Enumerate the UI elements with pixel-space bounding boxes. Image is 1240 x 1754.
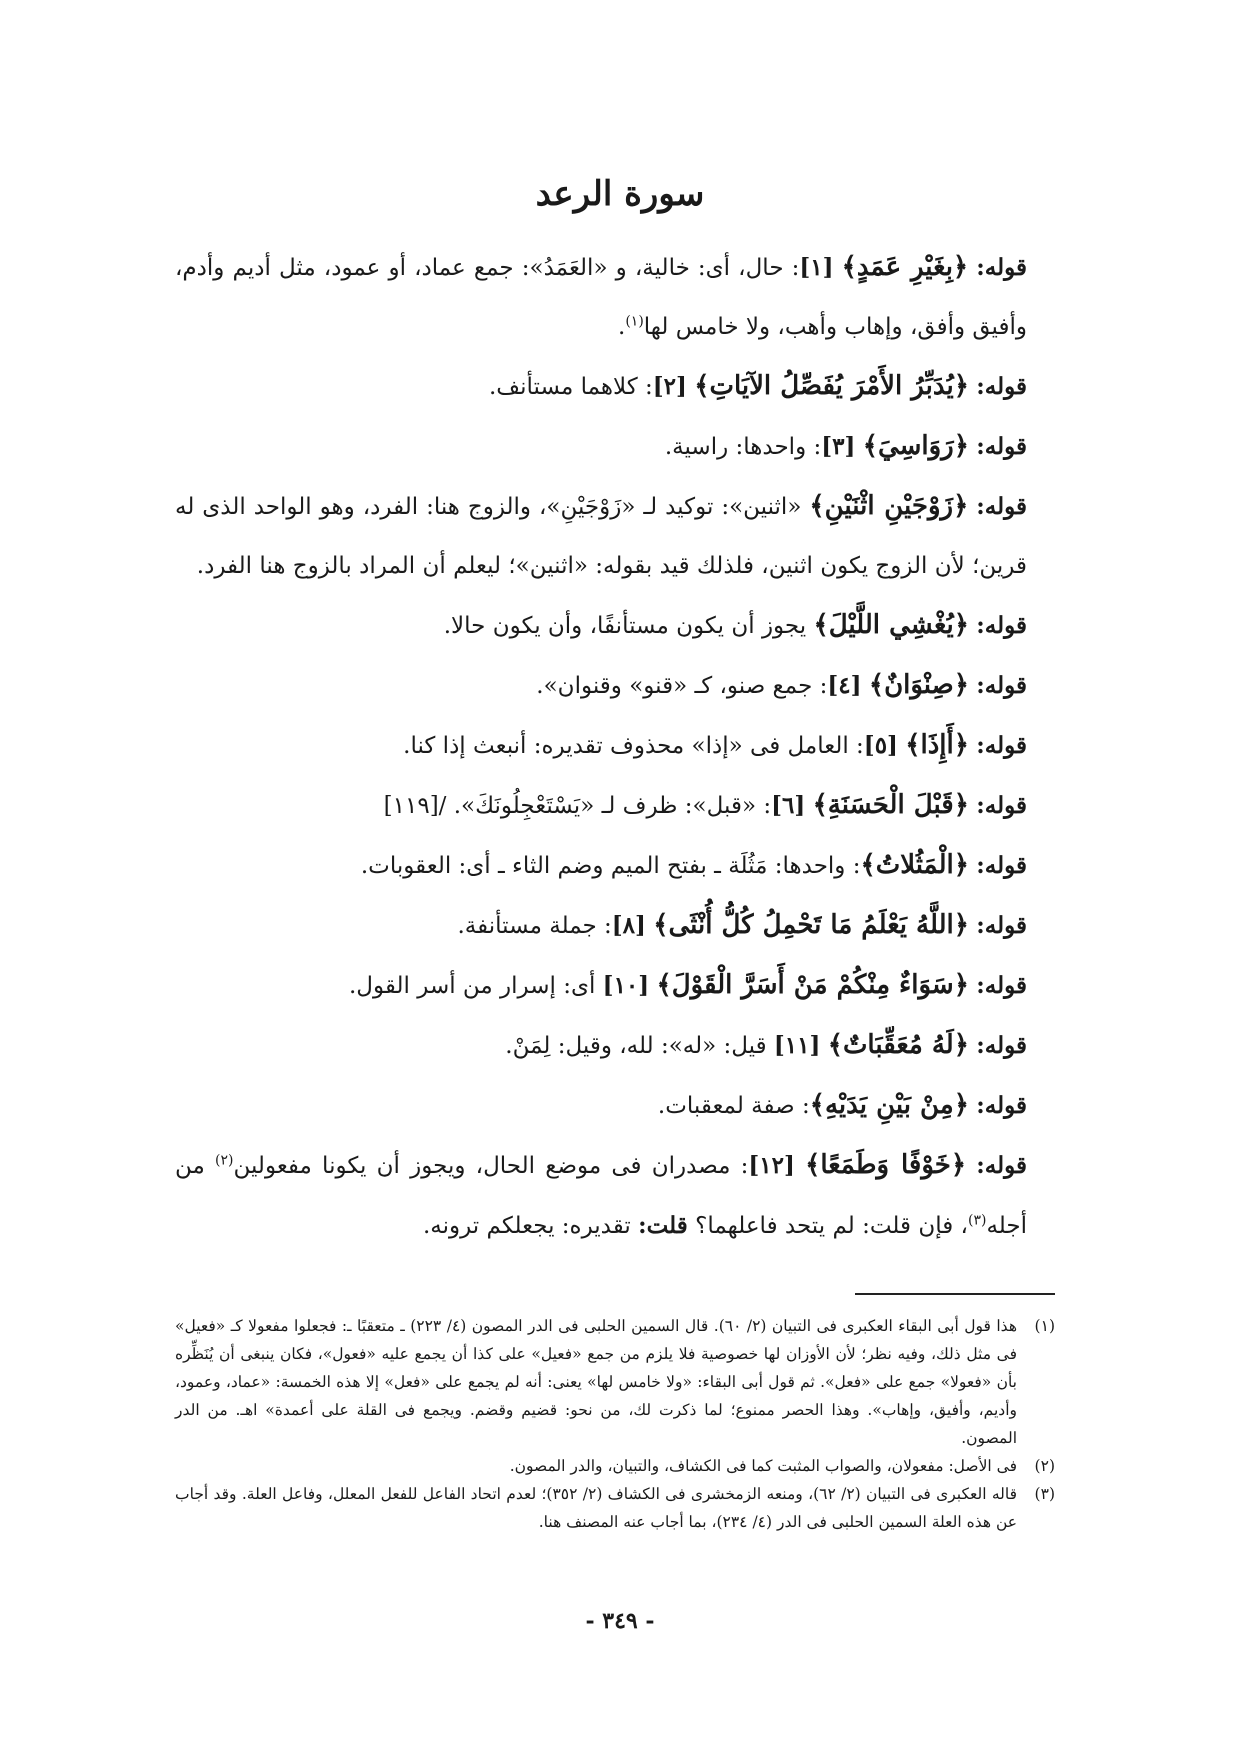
entry-label: قوله: xyxy=(976,433,1027,460)
entry-paragraph xyxy=(175,1076,1055,1136)
quran-quote: ﴿صِنْوَانٌ﴾ xyxy=(868,670,969,700)
entry-text: : مصدران فى موضع الحال، ويجوز أن يكونا مفعولين xyxy=(233,1153,749,1179)
quran-quote: ﴿رَوَاسِيَ﴾ xyxy=(862,431,969,461)
quran-quote: ﴿لَهُ مُعَقِّبَاتٌ﴾ xyxy=(827,1030,969,1060)
entry-text: : واحدها: راسية. xyxy=(664,434,822,460)
entry-text: من أجله xyxy=(175,1153,1027,1239)
quran-quote: ﴿قَبْلَ الْحَسَنَةِ﴾ xyxy=(812,790,969,820)
entry-label: قوله: xyxy=(976,493,1027,520)
verse-number: [١] xyxy=(799,254,834,281)
entry-paragraph xyxy=(175,1136,1055,1256)
entry-label: قوله: xyxy=(976,792,1027,819)
footnote-number: (٢) xyxy=(1034,1457,1055,1475)
verse-number: [١٢] xyxy=(748,1152,795,1179)
footnote-ref: (٣) xyxy=(967,1212,987,1229)
entry-text: تقديره: يجعلكم ترونه. xyxy=(422,1213,631,1239)
quran-quote: ﴿خَوْفًا وَطَمَعًا﴾ xyxy=(805,1150,967,1180)
entry-label: قوله: xyxy=(976,612,1027,639)
entry-label: قوله: xyxy=(976,672,1027,699)
quran-quote: ﴿أَإِذَا﴾ xyxy=(905,730,969,760)
footnote-text: هذا قول أبى البقاء العكبرى فى التبيان (٢/ ٦٠). قال السمين الحلبى فى الدر المصون (٤/ ٢٢٣) ـ متعقبًا ـ: فجعلوا مفعولا كـ «فعيل» فى مثل ذلك، وفيه نظر؛ لأن الأوزان لها خصوصية فلا يلزم من جمع «فعيل» على كذا أن يجمع عليه «فعول»، فكان ينبغى أن يُنَظِّره بأن «فعولا» جمع على «فعل». ثم قول أبى البقاء: «ولا خامس لها» يعنى: أنه لم يجمع على «فعل» إلا هذه الخمسة: «عماد، وعمود، وأديم، وأفيق، وإهاب». وهذا الحصر ممنوع؛ لما ذكرت لك، من نحو: قضيم وقضم. ويجمع فى القلة على أعمدة» اهـ. من الدر المصون. xyxy=(175,1317,1017,1447)
verse-number: [٤] xyxy=(827,672,862,699)
entry-label: قوله: xyxy=(976,1152,1027,1179)
entry-paragraph xyxy=(175,836,1055,896)
entry-text: : حال، أى: خالية، و «العَمَدُ»: جمع عماد، أو عمود، مثل أديم وأدم، وأفيق وأفق، وإهاب وأهب، ولا خامس لها xyxy=(175,255,1027,340)
entry-label: قوله: xyxy=(976,373,1027,400)
entry-text: أى: إسرار من أسر القول. xyxy=(349,973,596,999)
entry-text: : كلاهما مستأنف. xyxy=(488,374,653,400)
main-text xyxy=(175,238,1055,1256)
quran-quote: ﴿مِنْ بَيْنِ يَدَيْهِ﴾ xyxy=(809,1090,969,1120)
footnote-ref: (١) xyxy=(625,313,644,330)
entry-text: : «قبل»: ظرف لـ «يَسْتَعْجِلُونَكَ». /[١١٩] xyxy=(383,793,772,819)
quran-quote: ﴿اللَّهُ يَعْلَمُ مَا تَحْمِلُ كُلُّ أُنْثَى﴾ xyxy=(653,910,969,940)
footnotes xyxy=(175,1312,1055,1536)
footnote-ref: (٢) xyxy=(215,1152,234,1169)
entry-paragraph xyxy=(175,1016,1055,1076)
footnote-number: (١) xyxy=(1034,1317,1055,1335)
entry-label: قوله: xyxy=(976,972,1027,999)
entry-label: قوله: xyxy=(976,732,1027,759)
entry-paragraph xyxy=(175,238,1055,357)
entry-text: قيل: «له»: لله، وقيل: لِمَنْ. xyxy=(505,1033,767,1059)
surah-title: سورة الرعد xyxy=(535,174,705,214)
quran-quote: ﴿يُدَبِّرُ الأَمْرَ يُفَصِّلُ الآيَاتِ﴾ xyxy=(694,371,969,401)
verse-number: [١٠] xyxy=(602,972,650,999)
entry-text: : صفة لمعقبات. xyxy=(657,1093,810,1119)
entry-label: قوله: xyxy=(976,912,1027,939)
quran-quote: ﴿سَوَاءٌ مِنْكُمْ مَنْ أَسَرَّ الْقَوْلَ﴾ xyxy=(656,970,969,1000)
verse-number: [٢] xyxy=(652,373,687,400)
entry-label: قوله: xyxy=(976,1092,1027,1119)
entry-text: : جملة مستأنفة. xyxy=(457,913,612,939)
entry-paragraph xyxy=(175,776,1055,836)
verse-number: [١١] xyxy=(773,1032,821,1059)
footnote-text: فى الأصل: مفعولان، والصواب المثبت كما فى الكشاف، والتبيان، والدر المصون. xyxy=(509,1457,1017,1475)
footnote-separator xyxy=(855,1293,1055,1295)
footnote xyxy=(175,1480,1055,1536)
footnote xyxy=(175,1312,1055,1452)
quran-quote: ﴿الْمَثُلاتُ﴾ xyxy=(860,850,969,880)
entry-paragraph xyxy=(175,896,1055,956)
entry-text: يجوز أن يكون مستأنفًا، وأن يكون حالا. xyxy=(443,613,807,639)
footnote-text: قاله العكبرى فى التبيان (٢/ ٦٢)، ومنعه الزمخشرى فى الكشاف (٢/ ٣٥٢)؛ لعدم اتحاد الفاعل للفعل المعلل، وفاعل العلة. وقد أجاب عن هذه العلة السمين الحلبى فى الدر (٤/ ٢٣٤)، بما أجاب عنه المصنف هنا. xyxy=(175,1485,1018,1531)
entry-paragraph xyxy=(175,417,1055,477)
qulto-label: قلت: xyxy=(638,1212,688,1239)
verse-number: [٥] xyxy=(863,732,898,759)
quran-quote: ﴿يُغْشِي اللَّيْلَ﴾ xyxy=(813,610,969,640)
entry-paragraph xyxy=(175,956,1055,1016)
entry-label: قوله: xyxy=(976,852,1027,879)
entry-text: : العامل فى «إذا» محذوف تقديره: أنبعث إذا كنا. xyxy=(403,733,864,759)
entry-paragraph xyxy=(175,477,1055,596)
verse-number: [٣] xyxy=(821,433,856,460)
entry-paragraph xyxy=(175,357,1055,417)
entry-paragraph xyxy=(175,596,1055,656)
page-number: - ٣٤٩ - xyxy=(585,1608,655,1634)
quran-quote: ﴿بِغَيْرِ عَمَدٍ﴾ xyxy=(841,252,969,282)
entry-label: قوله: xyxy=(976,1032,1027,1059)
entry-paragraph xyxy=(175,716,1055,776)
entry-text: ، فإن قلت: لم يتحد فاعلهما؟ xyxy=(695,1213,968,1239)
entry-paragraph xyxy=(175,656,1055,716)
entry-text-end: . xyxy=(618,314,626,340)
footnote-number: (٣) xyxy=(1034,1485,1055,1503)
footnote xyxy=(175,1452,1055,1480)
entry-text: : واحدها: مَثُلَة ـ بفتح الميم وضم الثاء ـ أى: العقوبات. xyxy=(360,853,861,879)
quran-quote: ﴿زَوْجَيْنِ اثْنَيْنِ﴾ xyxy=(809,491,969,521)
entry-label: قوله: xyxy=(976,254,1028,281)
entry-text: : جمع صنو، كـ «قنو» وقنوان». xyxy=(536,673,828,699)
verse-number: [٦] xyxy=(771,792,806,819)
entry-text: «اثنين»: توكيد لـ «زَوْجَيْنِ»، والزوج هنا: الفرد، وهو الواحد الذى له قرين؛ لأن الزوج يكون اثنين، فلذلك قيد بقوله: «اثنين»؛ ليعلم أن المراد بالزوج هنا الفرد. xyxy=(175,494,1027,579)
verse-number: [٨] xyxy=(611,912,646,939)
